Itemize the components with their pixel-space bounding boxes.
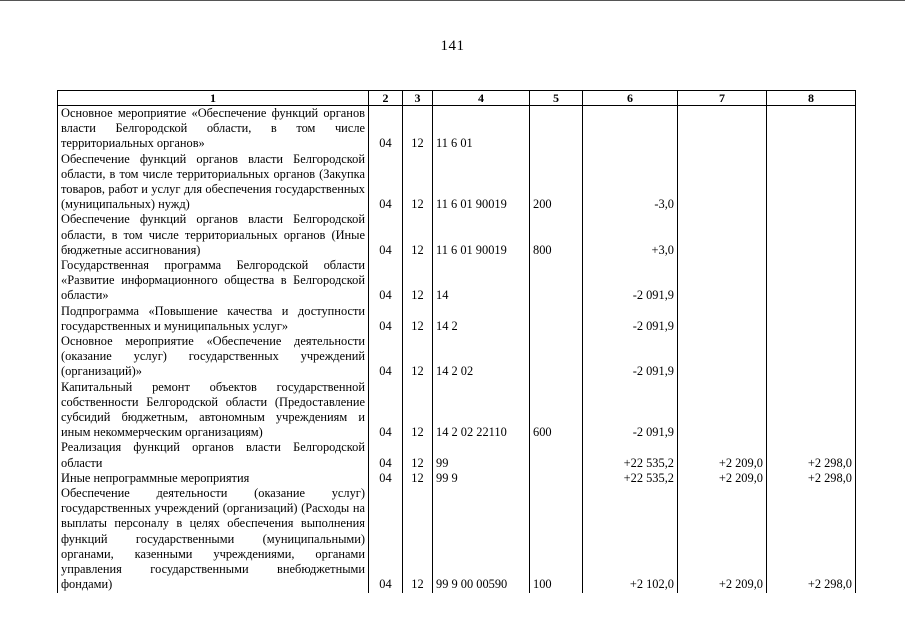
row-amount-col8: +2 298,0 — [767, 486, 856, 592]
row-amount-col6 — [583, 106, 678, 152]
row-subsection: 12 — [403, 380, 433, 441]
row-amount-col7: +2 209,0 — [678, 486, 767, 592]
row-target-article: 11 6 01 90019 — [433, 152, 530, 213]
row-section: 04 — [369, 152, 403, 213]
row-name: Обеспечение функций органов власти Белгородской области, в том числе территориальных органов (Иные бюджетные ассигнования) — [58, 212, 369, 258]
table-row — [58, 304, 856, 334]
row-section: 04 — [369, 304, 403, 334]
row-section: 04 — [369, 212, 403, 258]
row-subsection: 12 — [403, 304, 433, 334]
row-expense-type: 800 — [530, 212, 583, 258]
row-name: Основное мероприятие «Обеспечение деятельности (оказание услуг) государственных учреждений (организаций)» — [58, 334, 369, 380]
table-row — [58, 440, 856, 470]
header-col-2: 2 — [369, 91, 403, 106]
row-amount-col8: +2 298,0 — [767, 440, 856, 470]
row-amount-col8 — [767, 380, 856, 441]
header-col-8: 8 — [767, 91, 856, 106]
row-amount-col8 — [767, 106, 856, 152]
row-subsection: 12 — [403, 106, 433, 152]
header-col-3: 3 — [403, 91, 433, 106]
row-subsection: 12 — [403, 471, 433, 486]
row-section: 04 — [369, 440, 403, 470]
row-name: Основное мероприятие «Обеспечение функций органов власти Белгородской области, в том числе территориальных органов» — [58, 106, 369, 152]
row-amount-col8 — [767, 152, 856, 213]
row-amount-col7 — [678, 304, 767, 334]
header-col-1: 1 — [58, 91, 369, 106]
top-rule — [0, 0, 905, 1]
row-target-article: 11 6 01 90019 — [433, 212, 530, 258]
row-name: Реализация функций органов власти Белгородской области — [58, 440, 369, 470]
row-amount-col7 — [678, 152, 767, 213]
row-amount-col6: +22 535,2 — [583, 440, 678, 470]
header-col-6: 6 — [583, 91, 678, 106]
row-expense-type — [530, 258, 583, 304]
row-target-article: 99 9 00 00590 — [433, 486, 530, 592]
row-section: 04 — [369, 334, 403, 380]
row-subsection: 12 — [403, 258, 433, 304]
row-amount-col7: +2 209,0 — [678, 440, 767, 470]
row-amount-col6: -3,0 — [583, 152, 678, 213]
row-expense-type — [530, 106, 583, 152]
row-section: 04 — [369, 106, 403, 152]
row-amount-col8 — [767, 334, 856, 380]
row-name: Обеспечение деятельности (оказание услуг) государственных учреждений (организаций) (Расходы на выплаты персоналу в целях обеспечения выполнения функций государственными (муниципальными) органами, казенными учреждениями, органами управления государственными внебюджетными фондами) — [58, 486, 369, 592]
row-target-article: 14 2 02 22110 — [433, 380, 530, 441]
row-expense-type — [530, 440, 583, 470]
row-section: 04 — [369, 258, 403, 304]
row-expense-type: 200 — [530, 152, 583, 213]
row-name: Капитальный ремонт объектов государственной собственности Белгородской области (Предоставление субсидий бюджетным, автономным учреждениям и иным некоммерческим организациям) — [58, 380, 369, 441]
row-amount-col6: +2 102,0 — [583, 486, 678, 592]
row-subsection: 12 — [403, 486, 433, 592]
table-row — [58, 212, 856, 258]
table-row — [58, 334, 856, 380]
header-col-5: 5 — [530, 91, 583, 106]
row-section: 04 — [369, 471, 403, 486]
row-target-article: 99 9 — [433, 471, 530, 486]
row-amount-col6: -2 091,9 — [583, 258, 678, 304]
row-section: 04 — [369, 380, 403, 441]
header-col-4: 4 — [433, 91, 530, 106]
row-target-article: 99 — [433, 440, 530, 470]
row-amount-col8 — [767, 304, 856, 334]
row-amount-col7 — [678, 212, 767, 258]
row-amount-col7 — [678, 106, 767, 152]
table-row — [58, 258, 856, 304]
row-amount-col7 — [678, 380, 767, 441]
row-amount-col6: -2 091,9 — [583, 380, 678, 441]
row-expense-type: 600 — [530, 380, 583, 441]
row-subsection: 12 — [403, 440, 433, 470]
row-section: 04 — [369, 486, 403, 592]
row-amount-col7 — [678, 334, 767, 380]
row-expense-type: 100 — [530, 486, 583, 592]
row-name: Иные непрограммные мероприятия — [58, 471, 369, 486]
page-number: 141 — [440, 38, 465, 54]
table-row — [58, 380, 856, 441]
budget-table — [57, 90, 856, 593]
row-amount-col6: +3,0 — [583, 212, 678, 258]
row-subsection: 12 — [403, 334, 433, 380]
table-row — [58, 471, 856, 486]
row-target-article: 14 2 — [433, 304, 530, 334]
row-amount-col7: +2 209,0 — [678, 471, 767, 486]
row-target-article: 14 — [433, 258, 530, 304]
row-amount-col8 — [767, 212, 856, 258]
table-row — [58, 152, 856, 213]
row-name: Обеспечение функций органов власти Белгородской области, в том числе территориальных органов (Закупка товаров, работ и услуг для обеспечения государственных (муниципальных) нужд) — [58, 152, 369, 213]
row-target-article: 11 6 01 — [433, 106, 530, 152]
row-amount-col6: -2 091,9 — [583, 334, 678, 380]
row-amount-col6: -2 091,9 — [583, 304, 678, 334]
table-row — [58, 486, 856, 592]
header-col-7: 7 — [678, 91, 767, 106]
row-expense-type — [530, 334, 583, 380]
row-amount-col8: +2 298,0 — [767, 471, 856, 486]
row-expense-type — [530, 471, 583, 486]
header-row — [58, 91, 856, 106]
row-amount-col6: +22 535,2 — [583, 471, 678, 486]
row-subsection: 12 — [403, 212, 433, 258]
row-expense-type — [530, 304, 583, 334]
row-amount-col7 — [678, 258, 767, 304]
row-name: Государственная программа Белгородской области «Развитие информационного общества в Белгородской области» — [58, 258, 369, 304]
row-amount-col8 — [767, 258, 856, 304]
table-row — [58, 106, 856, 152]
row-target-article: 14 2 02 — [433, 334, 530, 380]
row-subsection: 12 — [403, 152, 433, 213]
row-name: Подпрограмма «Повышение качества и доступности государственных и муниципальных услуг» — [58, 304, 369, 334]
